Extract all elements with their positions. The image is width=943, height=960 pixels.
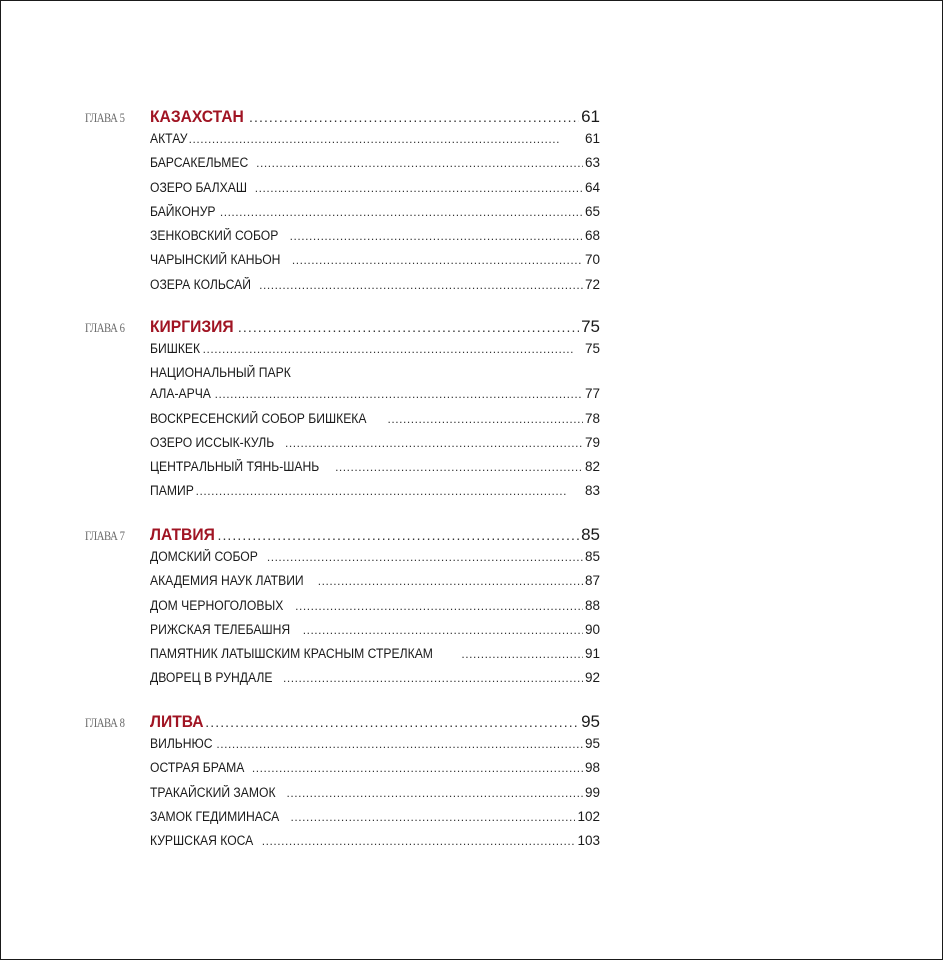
page-number: 99 <box>584 784 600 800</box>
entry-title-line-2 <box>150 386 600 410</box>
dot-leader <box>217 527 579 543</box>
toc-entry[interactable] <box>150 435 600 459</box>
dot-leader <box>295 599 583 613</box>
entry-title: ВИЛЬНЮС <box>150 736 213 751</box>
dot-leader <box>303 623 583 637</box>
dot-leader <box>291 810 576 824</box>
page-number: 77 <box>584 386 600 402</box>
page-number: 85 <box>581 525 600 544</box>
chapter-title: КАЗАХСТАН <box>150 107 244 126</box>
entry-title: АКАДЕМИЯ НАУК ЛАТВИИ <box>150 573 304 589</box>
entry-title: ДОМСКИЙ СОБОР <box>150 549 258 564</box>
toc-entry[interactable] <box>150 155 600 179</box>
entry-title: ОЗЕРО ИССЫК-КУЛЬ <box>150 434 275 450</box>
dot-leader <box>461 647 583 661</box>
dot-leader <box>292 253 583 267</box>
page-number: 103 <box>577 833 600 849</box>
toc-entry[interactable] <box>150 252 600 276</box>
chapter-label: ГЛАВА 6 <box>85 320 125 335</box>
toc-entry[interactable] <box>150 365 600 410</box>
page-number: 78 <box>584 410 600 426</box>
toc-entry[interactable] <box>150 598 600 622</box>
page-number: 95 <box>584 736 600 751</box>
toc-entry[interactable] <box>150 670 600 694</box>
page-number: 85 <box>584 549 600 564</box>
dot-leader <box>220 205 583 219</box>
toc-entry[interactable] <box>150 411 600 435</box>
chapter-heading[interactable] <box>150 525 600 549</box>
page-number: 98 <box>584 760 600 776</box>
page-number: 75 <box>584 341 600 356</box>
dot-leader <box>267 550 583 564</box>
entry-title: КУРШСКАЯ КОСА <box>150 833 254 849</box>
dot-leader <box>249 109 579 125</box>
dot-leader <box>216 737 583 751</box>
page-number: 82 <box>584 459 600 475</box>
dot-leader <box>255 181 583 195</box>
page-number: 102 <box>577 808 600 824</box>
dot-leader <box>335 460 583 474</box>
chapter-title: КИРГИЗИЯ <box>150 317 234 336</box>
entry-title: ПАМЯТНИК ЛАТЫШСКИМ КРАСНЫМ СТРЕЛКАМ <box>150 646 433 662</box>
chapter-label: ГЛАВА 8 <box>85 715 125 730</box>
toc-entry[interactable] <box>150 483 600 507</box>
dot-leader <box>259 278 583 292</box>
page-number: 95 <box>581 712 600 731</box>
dot-leader <box>238 319 579 335</box>
entry-title: ОЗЕРА КОЛЬСАЙ <box>150 276 251 292</box>
toc-entry[interactable] <box>150 277 600 301</box>
entry-title: ТРАКАЙСКИЙ ЗАМОК <box>150 784 276 800</box>
toc-entry[interactable] <box>150 573 600 597</box>
dot-leader <box>252 761 583 775</box>
toc-entry[interactable] <box>150 549 600 573</box>
page-number: 90 <box>584 621 600 637</box>
entry-title: ОЗЕРО БАЛХАШ <box>150 179 247 195</box>
entry-title: ДВОРЕЦ В РУНДАЛЕ <box>150 670 273 686</box>
toc-list <box>150 107 600 301</box>
toc-entry[interactable] <box>150 646 600 670</box>
dot-leader <box>189 132 583 146</box>
page-number: 72 <box>584 276 600 292</box>
entry-title: ЧАРЫНСКИЙ КАНЬОН <box>150 252 281 268</box>
entry-title: БИШКЕК <box>150 341 201 356</box>
dot-leader <box>256 156 583 170</box>
dot-leader <box>388 412 583 426</box>
entry-title: ЦЕНТРАЛЬНЫЙ ТЯНЬ-ШАНЬ <box>150 459 320 475</box>
toc-entry[interactable] <box>150 204 600 228</box>
entry-title: АЛА-АРЧА <box>150 386 211 402</box>
toc-entry[interactable] <box>150 341 600 365</box>
page-number: 79 <box>584 434 600 450</box>
toc-entry[interactable] <box>150 228 600 252</box>
toc-entry[interactable] <box>150 760 600 784</box>
dot-leader <box>205 714 579 730</box>
toc-entry[interactable] <box>150 131 600 155</box>
entry-title-line-1 <box>150 365 600 386</box>
page-number: 88 <box>584 597 600 613</box>
toc-list <box>150 525 600 695</box>
entry-title: РИЖСКАЯ ТЕЛЕБАШНЯ <box>150 621 291 637</box>
multi-line-entry <box>150 365 600 410</box>
dot-leader <box>203 342 583 356</box>
toc-entry[interactable] <box>150 459 600 483</box>
page-number: 63 <box>584 155 600 171</box>
dot-leader <box>318 574 583 588</box>
dot-leader <box>285 436 583 450</box>
entry-title: АКТАУ <box>150 131 188 146</box>
page-number: 87 <box>584 573 600 589</box>
page-number: 83 <box>584 483 600 499</box>
entry-title: НАЦИОНАЛЬНЫЙ ПАРК <box>150 365 291 381</box>
entry-title: ЗЕНКОВСКИЙ СОБОР <box>150 228 279 244</box>
toc-entry[interactable] <box>150 736 600 760</box>
chapter-label: ГЛАВА 7 <box>85 528 125 543</box>
toc-entry[interactable] <box>150 833 600 857</box>
page-number: 61 <box>584 131 600 146</box>
entry-title: БАЙКОНУР <box>150 203 216 219</box>
dot-leader <box>196 484 583 498</box>
entry-title: ПАМИР <box>150 483 194 499</box>
dot-leader <box>286 786 583 800</box>
entry-title: БАРСАКЕЛЬМЕС <box>150 155 249 171</box>
dot-leader <box>283 671 583 685</box>
page-number: 65 <box>584 203 600 219</box>
toc-entry[interactable] <box>150 809 600 833</box>
entry-title: ВОСКРЕСЕНСКИЙ СОБОР БИШКЕКА <box>150 410 367 426</box>
page-number: 75 <box>581 317 600 336</box>
chapter-heading[interactable] <box>150 107 600 131</box>
chapter-title: ЛАТВИЯ <box>150 525 215 544</box>
entry-title: ОСТРАЯ БРАМА <box>150 760 245 776</box>
toc-entry[interactable] <box>150 785 600 809</box>
page-number: 68 <box>584 228 600 244</box>
chapter-heading[interactable] <box>150 712 600 736</box>
toc-entry[interactable] <box>150 180 600 204</box>
toc-entry[interactable] <box>150 622 600 646</box>
page-number: 64 <box>584 179 600 195</box>
entry-title: ДОМ ЧЕРНОГОЛОВЫХ <box>150 597 284 613</box>
dot-leader <box>290 229 583 243</box>
dot-leader <box>262 834 576 848</box>
toc-list <box>150 712 600 857</box>
entry-title: ЗАМОК ГЕДИМИНАСА <box>150 808 280 824</box>
chapter-heading[interactable] <box>150 317 600 341</box>
page-number: 92 <box>584 670 600 686</box>
chapter-label: ГЛАВА 5 <box>85 110 125 125</box>
toc-list <box>150 317 600 508</box>
chapter-title: ЛИТВА <box>150 712 204 731</box>
dot-leader <box>215 387 583 401</box>
page-number: 91 <box>584 646 600 662</box>
page-number: 61 <box>581 107 600 126</box>
page-number: 70 <box>584 252 600 268</box>
